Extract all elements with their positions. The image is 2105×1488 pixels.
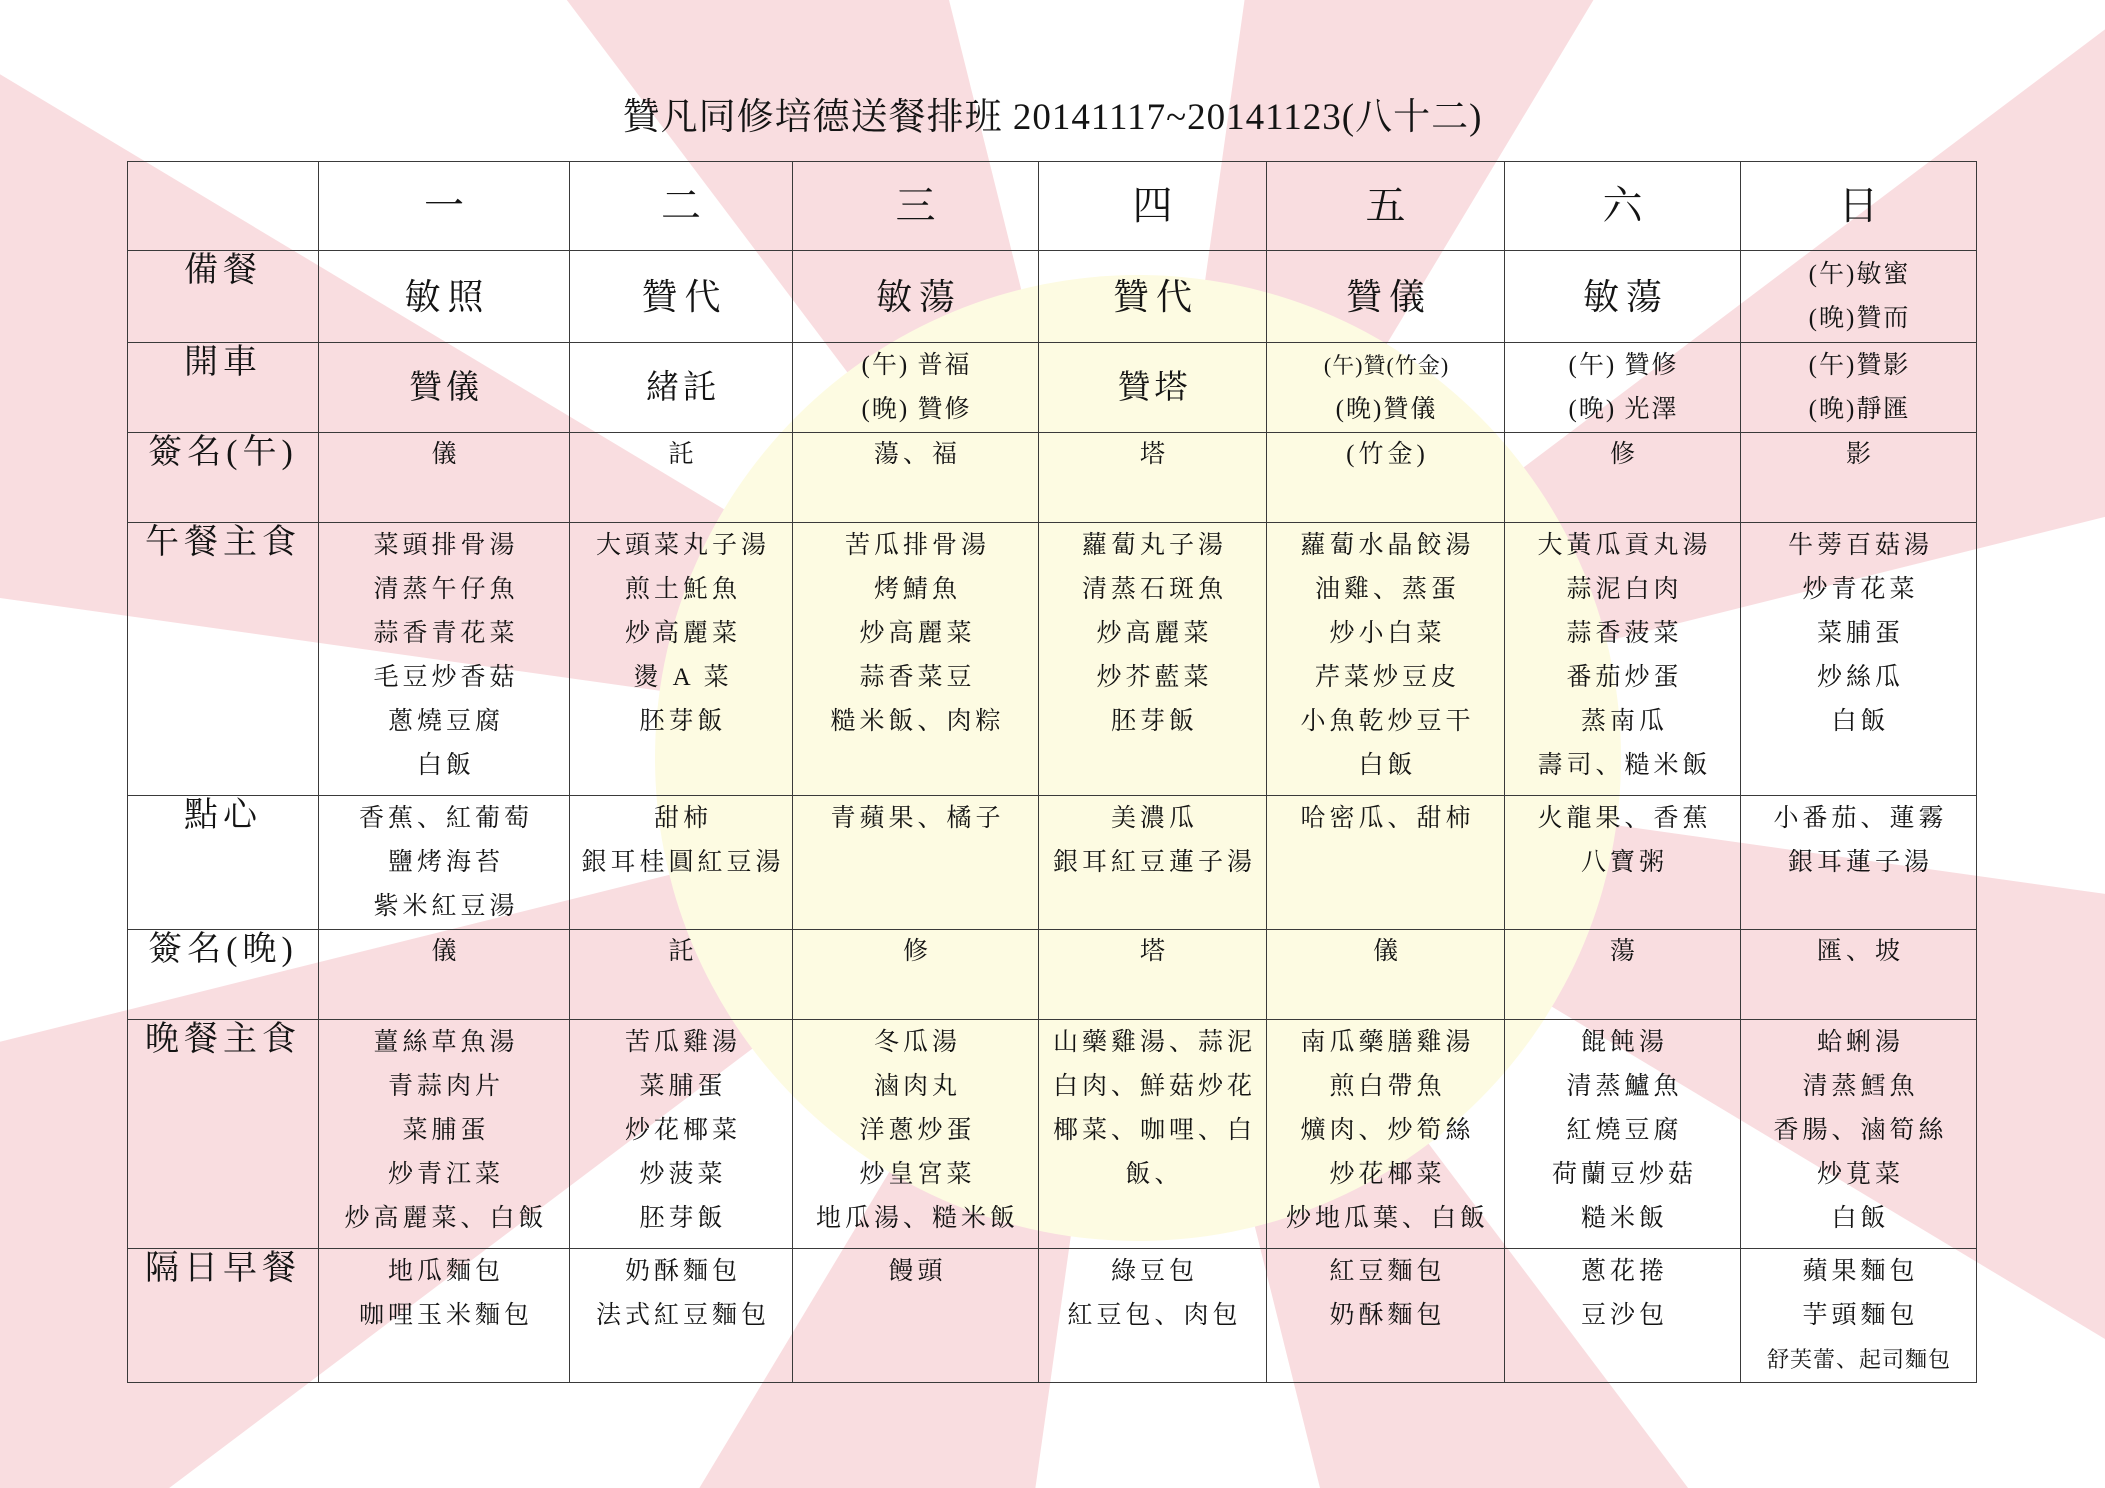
dinner-signin-row (128, 930, 1977, 1020)
lunch-menu-row-sun-cell (1741, 523, 1977, 796)
driver-row-wed-cell (793, 343, 1039, 433)
next-breakfast-row-item: 紅豆包、肉包 (1067, 1302, 1242, 1329)
dinner-menu-row-item: 椰菜、咖哩、白 (1052, 1117, 1256, 1144)
lunch-menu-row-item: 清蒸午仔魚 (373, 576, 519, 603)
snack-row-item: 銀耳桂圓紅豆湯 (581, 849, 785, 876)
lunch-menu-row-fri-cell (1267, 523, 1505, 796)
day-header-sun: 日 (1741, 162, 1977, 251)
snack-row-item: 鹽烤海苔 (387, 849, 504, 876)
dinner-signin-row-sun-cell (1741, 930, 1977, 1020)
dinner-menu-row-item: 蛤蜊湯 (1816, 1029, 1904, 1056)
dinner-menu-row-item: 飯、 (1125, 1161, 1184, 1188)
lunch-menu-row-item: 蔥燒豆腐 (387, 708, 504, 735)
lunch-menu-row-item: 清蒸石斑魚 (1081, 576, 1227, 603)
lunch-menu-row-item: 蒜泥白肉 (1566, 576, 1683, 603)
lunch-menu-row-item: 蒜香菜豆 (859, 664, 976, 691)
dinner-signin-row-thu-cell (1039, 930, 1267, 1020)
meal-prep-row-item: 敏照 (404, 276, 491, 317)
driver-row-item: 緒託 (646, 369, 720, 406)
meal-prep-row-thu-cell (1039, 251, 1267, 343)
day-header-thu: 四 (1039, 162, 1267, 251)
schedule-table (127, 161, 1977, 1383)
day-header-tue: 二 (570, 162, 793, 251)
next-breakfast-row-item: 蔥花捲 (1580, 1258, 1668, 1285)
dinner-signin-row-item: 修 (902, 938, 932, 965)
dinner-menu-row-item: 白肉、鮮菇炒花 (1052, 1073, 1256, 1100)
lunch-signin-row-item: 修 (1609, 441, 1639, 468)
snack-row-wed-cell (793, 796, 1039, 930)
lunch-menu-row-item: 糙米飯、肉粽 (830, 708, 1005, 735)
meal-prep-row-item: 敏蕩 (1582, 276, 1669, 317)
meal-prep-row-item: (午)敏蜜 (1808, 260, 1911, 288)
snack-row-item: 八寶粥 (1580, 849, 1668, 876)
next-breakfast-row (128, 1249, 1977, 1383)
next-breakfast-row-sat-cell (1505, 1249, 1741, 1383)
dinner-menu-row-item: 炒花椰菜 (624, 1117, 741, 1144)
driver-row-item: (晚) 光澤 (1568, 395, 1679, 423)
lunch-menu-row-item: 菜脯蛋 (1816, 620, 1904, 647)
day-header-sat: 六 (1505, 162, 1741, 251)
lunch-menu-row-item: 燙 A 菜 (633, 664, 733, 691)
dinner-menu-row-item: 炒花椰菜 (1329, 1161, 1446, 1188)
dinner-signin-row-item: 託 (668, 938, 698, 965)
lunch-menu-row-item: 炒芥藍菜 (1096, 664, 1213, 691)
lunch-menu-row-item: 番茄炒蛋 (1566, 664, 1683, 691)
dinner-menu-row-item: 糙米飯 (1580, 1205, 1668, 1232)
snack-row-item: 銀耳蓮子湯 (1787, 849, 1933, 876)
lunch-signin-row-sun-cell (1741, 433, 1977, 523)
lunch-menu-row-item: 烤鯖魚 (873, 576, 961, 603)
snack-row-item: 小番茄、蓮霧 (1773, 805, 1948, 832)
driver-row-item: (晚)靜匯 (1808, 395, 1911, 423)
dinner-menu-row-item: 清蒸鱈魚 (1802, 1073, 1919, 1100)
driver-row-item: (晚) 贊修 (861, 395, 972, 423)
dinner-menu-row-item: 洋蔥炒蛋 (859, 1117, 976, 1144)
meal-prep-row-fri-cell (1267, 251, 1505, 343)
dinner-menu-row-item: 炒地瓜葉、白飯 (1285, 1205, 1489, 1232)
snack-row (128, 796, 1977, 930)
next-breakfast-row-item: 豆沙包 (1580, 1302, 1668, 1329)
meal-prep-row-item: 敏蕩 (875, 276, 962, 317)
meal-prep-row-item: 贊代 (1112, 276, 1199, 317)
lunch-menu-row-item: 白飯 (1831, 708, 1890, 735)
lunch-menu-row-item: 芹菜炒豆皮 (1314, 664, 1460, 691)
day-header-row (128, 162, 1977, 251)
day-header-fri: 五 (1267, 162, 1505, 251)
driver-row-tue-cell (570, 343, 793, 433)
driver-row-item: (午)贊影 (1808, 351, 1911, 379)
lunch-menu-row-item: 大黃瓜貢丸湯 (1537, 532, 1712, 559)
driver-row-sat-cell (1505, 343, 1741, 433)
dinner-menu-row-item: 菜脯蛋 (639, 1073, 727, 1100)
dinner-menu-row-item: 香腸、滷筍絲 (1773, 1117, 1948, 1144)
lunch-menu-row-item: 蒜香菠菜 (1566, 620, 1683, 647)
driver-row-fri-cell (1267, 343, 1505, 433)
dinner-menu-row-item: 白飯 (1831, 1205, 1890, 1232)
lunch-menu-row-item: 壽司、糙米飯 (1537, 752, 1712, 779)
driver-row-item: (晚)贊儀 (1335, 395, 1438, 423)
meal-prep-row-mon-cell (319, 251, 570, 343)
next-breakfast-row-item: 芋頭麵包 (1802, 1302, 1919, 1329)
snack-row-item: 香蕉、紅葡萄 (358, 805, 533, 832)
next-breakfast-row-mon-cell (319, 1249, 570, 1383)
meal-prep-row-label: 備餐 (128, 251, 319, 343)
driver-row-item: (午) 贊修 (1568, 351, 1679, 379)
lunch-signin-row-mon-cell (319, 433, 570, 523)
dinner-menu-row-item: 地瓜湯、糙米飯 (815, 1205, 1019, 1232)
dinner-signin-row-mon-cell (319, 930, 570, 1020)
lunch-menu-row-item: 炒高麗菜 (624, 620, 741, 647)
lunch-signin-row-wed-cell (793, 433, 1039, 523)
dinner-menu-row-item: 青蒜肉片 (387, 1073, 504, 1100)
dinner-menu-row-tue-cell (570, 1020, 793, 1249)
snack-row-item: 銀耳紅豆蓮子湯 (1052, 849, 1256, 876)
lunch-signin-row-thu-cell (1039, 433, 1267, 523)
meal-prep-row-wed-cell (793, 251, 1039, 343)
dinner-menu-row-item: 清蒸鱸魚 (1566, 1073, 1683, 1100)
corner-cell (128, 162, 319, 251)
lunch-signin-row-fri-cell (1267, 433, 1505, 523)
dinner-menu-row-item: 胚芽飯 (639, 1205, 727, 1232)
next-breakfast-row-item: 饅頭 (888, 1258, 947, 1285)
dinner-menu-row-sun-cell (1741, 1020, 1977, 1249)
dinner-menu-row-sat-cell (1505, 1020, 1741, 1249)
page-title: 贊凡同修培德送餐排班 20141117~20141123(八十二) (622, 97, 1483, 138)
meal-prep-row-tue-cell (570, 251, 793, 343)
dinner-menu-row-item: 荷蘭豆炒菇 (1551, 1161, 1697, 1188)
lunch-menu-row-item: 蒜香青花菜 (373, 620, 519, 647)
driver-row-sun-cell (1741, 343, 1977, 433)
day-header-wed: 三 (793, 162, 1039, 251)
lunch-menu-row-item: 炒小白菜 (1329, 620, 1446, 647)
driver-row-mon-cell (319, 343, 570, 433)
lunch-signin-row-label: 簽名(午) (128, 433, 319, 523)
lunch-menu-row-item: 炒高麗菜 (859, 620, 976, 647)
lunch-menu-row-item: 蘿蔔丸子湯 (1081, 532, 1227, 559)
dinner-menu-row-item: 山藥雞湯、蒜泥 (1052, 1029, 1256, 1056)
lunch-signin-row-item: 儀 (431, 441, 461, 468)
snack-row-fri-cell (1267, 796, 1505, 930)
lunch-menu-row-item: 炒絲瓜 (1816, 664, 1904, 691)
dinner-signin-row-wed-cell (793, 930, 1039, 1020)
driver-row-item: 贊塔 (1117, 369, 1192, 406)
meal-prep-row-sun-cell (1741, 251, 1977, 343)
lunch-signin-row-item: 影 (1845, 441, 1875, 468)
dinner-menu-row-item: 煎白帶魚 (1329, 1073, 1446, 1100)
dinner-menu-row-fri-cell (1267, 1020, 1505, 1249)
dinner-menu-row-item: 餛飩湯 (1580, 1029, 1668, 1056)
next-breakfast-row-item: 咖哩玉米麵包 (358, 1302, 533, 1329)
lunch-menu-row-item: 牛蒡百菇湯 (1787, 532, 1933, 559)
next-breakfast-row-item: 舒芙蕾、起司麵包 (1766, 1347, 1951, 1372)
lunch-menu-row-label: 午餐主食 (128, 523, 319, 796)
next-breakfast-row-tue-cell (570, 1249, 793, 1383)
next-breakfast-row-wed-cell (793, 1249, 1039, 1383)
driver-row-thu-cell (1039, 343, 1267, 433)
driver-row-item: 贊儀 (409, 369, 483, 406)
snack-row-sat-cell (1505, 796, 1741, 930)
lunch-signin-row (128, 433, 1977, 523)
dinner-signin-row-item: 蕩 (1609, 938, 1639, 965)
lunch-signin-row-item: 蕩、福 (873, 441, 961, 468)
next-breakfast-row-item: 綠豆包 (1110, 1258, 1198, 1285)
dinner-menu-row-item: 滷肉丸 (873, 1073, 961, 1100)
dinner-signin-row-item: 儀 (1372, 938, 1402, 965)
lunch-menu-row-item: 油雞、蒸蛋 (1314, 576, 1460, 603)
meal-prep-row (128, 251, 1977, 343)
lunch-menu-row-item: 炒高麗菜 (1096, 620, 1213, 647)
lunch-menu-row-item: 蒸南瓜 (1580, 708, 1668, 735)
next-breakfast-row-item: 奶酥麵包 (1329, 1302, 1446, 1329)
lunch-signin-row-tue-cell (570, 433, 793, 523)
lunch-menu-row-item: 胚芽飯 (639, 708, 727, 735)
lunch-menu-row-item: 苦瓜排骨湯 (844, 532, 990, 559)
snack-row-item: 哈密瓜、甜柿 (1300, 805, 1475, 832)
dinner-menu-row-item: 冬瓜湯 (873, 1029, 961, 1056)
lunch-menu-row-item: 大頭菜丸子湯 (595, 532, 770, 559)
dinner-menu-row-item: 炒青江菜 (387, 1161, 504, 1188)
driver-row-label: 開車 (128, 343, 319, 433)
next-breakfast-row-sun-cell (1741, 1249, 1977, 1383)
next-breakfast-row-item: 紅豆麵包 (1329, 1258, 1446, 1285)
lunch-menu-row-item: 毛豆炒香菇 (373, 664, 519, 691)
lunch-menu-row-item: 炒青花菜 (1802, 576, 1919, 603)
lunch-menu-row-tue-cell (570, 523, 793, 796)
snack-row-item: 紫米紅豆湯 (373, 893, 519, 920)
dinner-menu-row-wed-cell (793, 1020, 1039, 1249)
snack-row-item: 火龍果、香蕉 (1537, 805, 1712, 832)
dinner-menu-row-item: 薑絲草魚湯 (373, 1029, 519, 1056)
schedule-body (128, 162, 1977, 1383)
lunch-menu-row-item: 煎土魠魚 (624, 576, 741, 603)
next-breakfast-row-item: 法式紅豆麵包 (595, 1302, 770, 1329)
next-breakfast-row-thu-cell (1039, 1249, 1267, 1383)
lunch-signin-row-item: (竹金) (1346, 441, 1429, 468)
snack-row-tue-cell (570, 796, 793, 930)
dinner-menu-row-item: 爌肉、炒筍絲 (1300, 1117, 1475, 1144)
dinner-signin-row-sat-cell (1505, 930, 1741, 1020)
dinner-menu-row-item: 炒菠菜 (639, 1161, 727, 1188)
dinner-signin-row-label: 簽名(晚) (128, 930, 319, 1020)
snack-row-item: 美濃瓜 (1110, 805, 1198, 832)
snack-row-label: 點心 (128, 796, 319, 930)
dinner-signin-row-fri-cell (1267, 930, 1505, 1020)
lunch-menu-row (128, 523, 1977, 796)
dinner-menu-row-item: 苦瓜雞湯 (624, 1029, 741, 1056)
dinner-menu-row-item: 炒莧菜 (1816, 1161, 1904, 1188)
driver-row-item: (午)贊(竹金) (1323, 352, 1450, 378)
lunch-menu-row-item: 菜頭排骨湯 (373, 532, 519, 559)
meal-prep-row-item: 贊儀 (1345, 276, 1432, 317)
dinner-menu-row-item: 炒高麗菜、白飯 (344, 1205, 548, 1232)
lunch-menu-row-item: 白飯 (1358, 752, 1417, 779)
next-breakfast-row-item: 蘋果麵包 (1802, 1258, 1919, 1285)
meal-prep-row-sat-cell (1505, 251, 1741, 343)
lunch-signin-row-item: 託 (668, 441, 698, 468)
snack-row-item: 甜柿 (653, 805, 712, 832)
next-breakfast-row-fri-cell (1267, 1249, 1505, 1383)
next-breakfast-row-label: 隔日早餐 (128, 1249, 319, 1383)
dinner-menu-row-item: 紅燒豆腐 (1566, 1117, 1683, 1144)
dinner-signin-row-tue-cell (570, 930, 793, 1020)
dinner-menu-row-mon-cell (319, 1020, 570, 1249)
lunch-menu-row-thu-cell (1039, 523, 1267, 796)
snack-row-item: 青蘋果、橘子 (830, 805, 1005, 832)
dinner-signin-row-item: 匯、坡 (1816, 938, 1904, 965)
dinner-menu-row (128, 1020, 1977, 1249)
lunch-menu-row-item: 白飯 (416, 752, 475, 779)
dinner-menu-row-item: 炒皇宮菜 (859, 1161, 976, 1188)
dinner-menu-row-item: 南瓜藥膳雞湯 (1300, 1029, 1475, 1056)
lunch-menu-row-item: 胚芽飯 (1110, 708, 1198, 735)
dinner-signin-row-item: 塔 (1139, 938, 1169, 965)
driver-row (128, 343, 1977, 433)
meal-prep-row-item: (晚)贊而 (1808, 304, 1911, 332)
driver-row-item: (午) 普福 (861, 351, 972, 379)
dinner-menu-row-label: 晚餐主食 (128, 1020, 319, 1249)
lunch-menu-row-sat-cell (1505, 523, 1741, 796)
lunch-menu-row-item: 蘿蔔水晶餃湯 (1300, 532, 1475, 559)
snack-row-sun-cell (1741, 796, 1977, 930)
dinner-menu-row-thu-cell (1039, 1020, 1267, 1249)
lunch-menu-row-item: 小魚乾炒豆干 (1300, 708, 1475, 735)
lunch-signin-row-item: 塔 (1139, 441, 1169, 468)
day-header-mon: 一 (319, 162, 570, 251)
dinner-signin-row-item: 儀 (431, 938, 461, 965)
snack-row-mon-cell (319, 796, 570, 930)
next-breakfast-row-item: 地瓜麵包 (387, 1258, 504, 1285)
lunch-menu-row-mon-cell (319, 523, 570, 796)
next-breakfast-row-item: 奶酥麵包 (624, 1258, 741, 1285)
lunch-menu-row-wed-cell (793, 523, 1039, 796)
lunch-signin-row-sat-cell (1505, 433, 1741, 523)
dinner-menu-row-item: 菜脯蛋 (402, 1117, 490, 1144)
meal-prep-row-item: 贊代 (641, 276, 728, 317)
snack-row-thu-cell (1039, 796, 1267, 930)
